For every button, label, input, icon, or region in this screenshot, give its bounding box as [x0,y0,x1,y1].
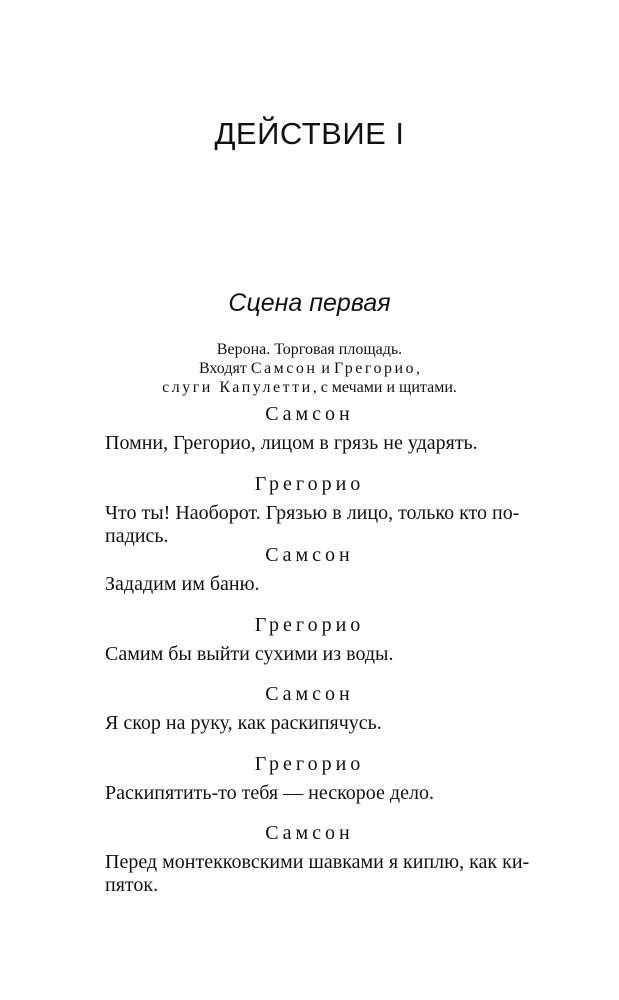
dialogue-line: Зададим им баню. [105,573,260,595]
speaker-name: Самсон [265,683,354,705]
dialogue-line: пяток. [105,874,159,896]
stage-text: , с мечами и щитами. [312,379,457,396]
dialogue-line: падись. [105,525,169,547]
dialogue-line: Раскипятить-то тебя — нескорое дело. [105,782,434,804]
dialogue-line: Перед монтекковскими шавками я киплю, как ки- [105,851,530,873]
dialogue-line: Самим бы выйти сухими из воды. [105,643,394,665]
character-name: слуги Капулетти [162,379,313,396]
stage-direction-line-3 [0,378,619,397]
act-title: ДЕЙСТВИЕ I [214,116,405,151]
stage-direction [0,340,619,397]
stage-text: и [317,360,334,377]
dialogue-line: Что ты! Наоборот. Грязью в лицо, только кто по- [105,502,520,524]
stage-text: , [416,360,421,377]
speaker-name: Самсон [265,403,354,425]
stage-direction-line-2 [0,359,619,378]
speaker-name: Грегорио [254,614,365,636]
dialogue-line: Помни, Грегорио, лицом в грязь не ударять. [105,432,478,454]
character-name: Самсон [250,360,318,377]
speaker-name: Самсон [265,822,354,844]
stage-text: Входят [198,360,251,377]
stage-direction-line-1: Верона. Торговая площадь. [216,341,403,358]
character-name: Грегорио [333,360,417,377]
scene-title: Сцена первая [228,289,391,317]
speaker-name: Грегорио [254,753,365,775]
speaker-name: Грегорио [254,473,365,495]
speaker-name: Самсон [265,544,354,566]
dialogue-line: Я скор на руку, как раскипячусь. [105,712,382,734]
